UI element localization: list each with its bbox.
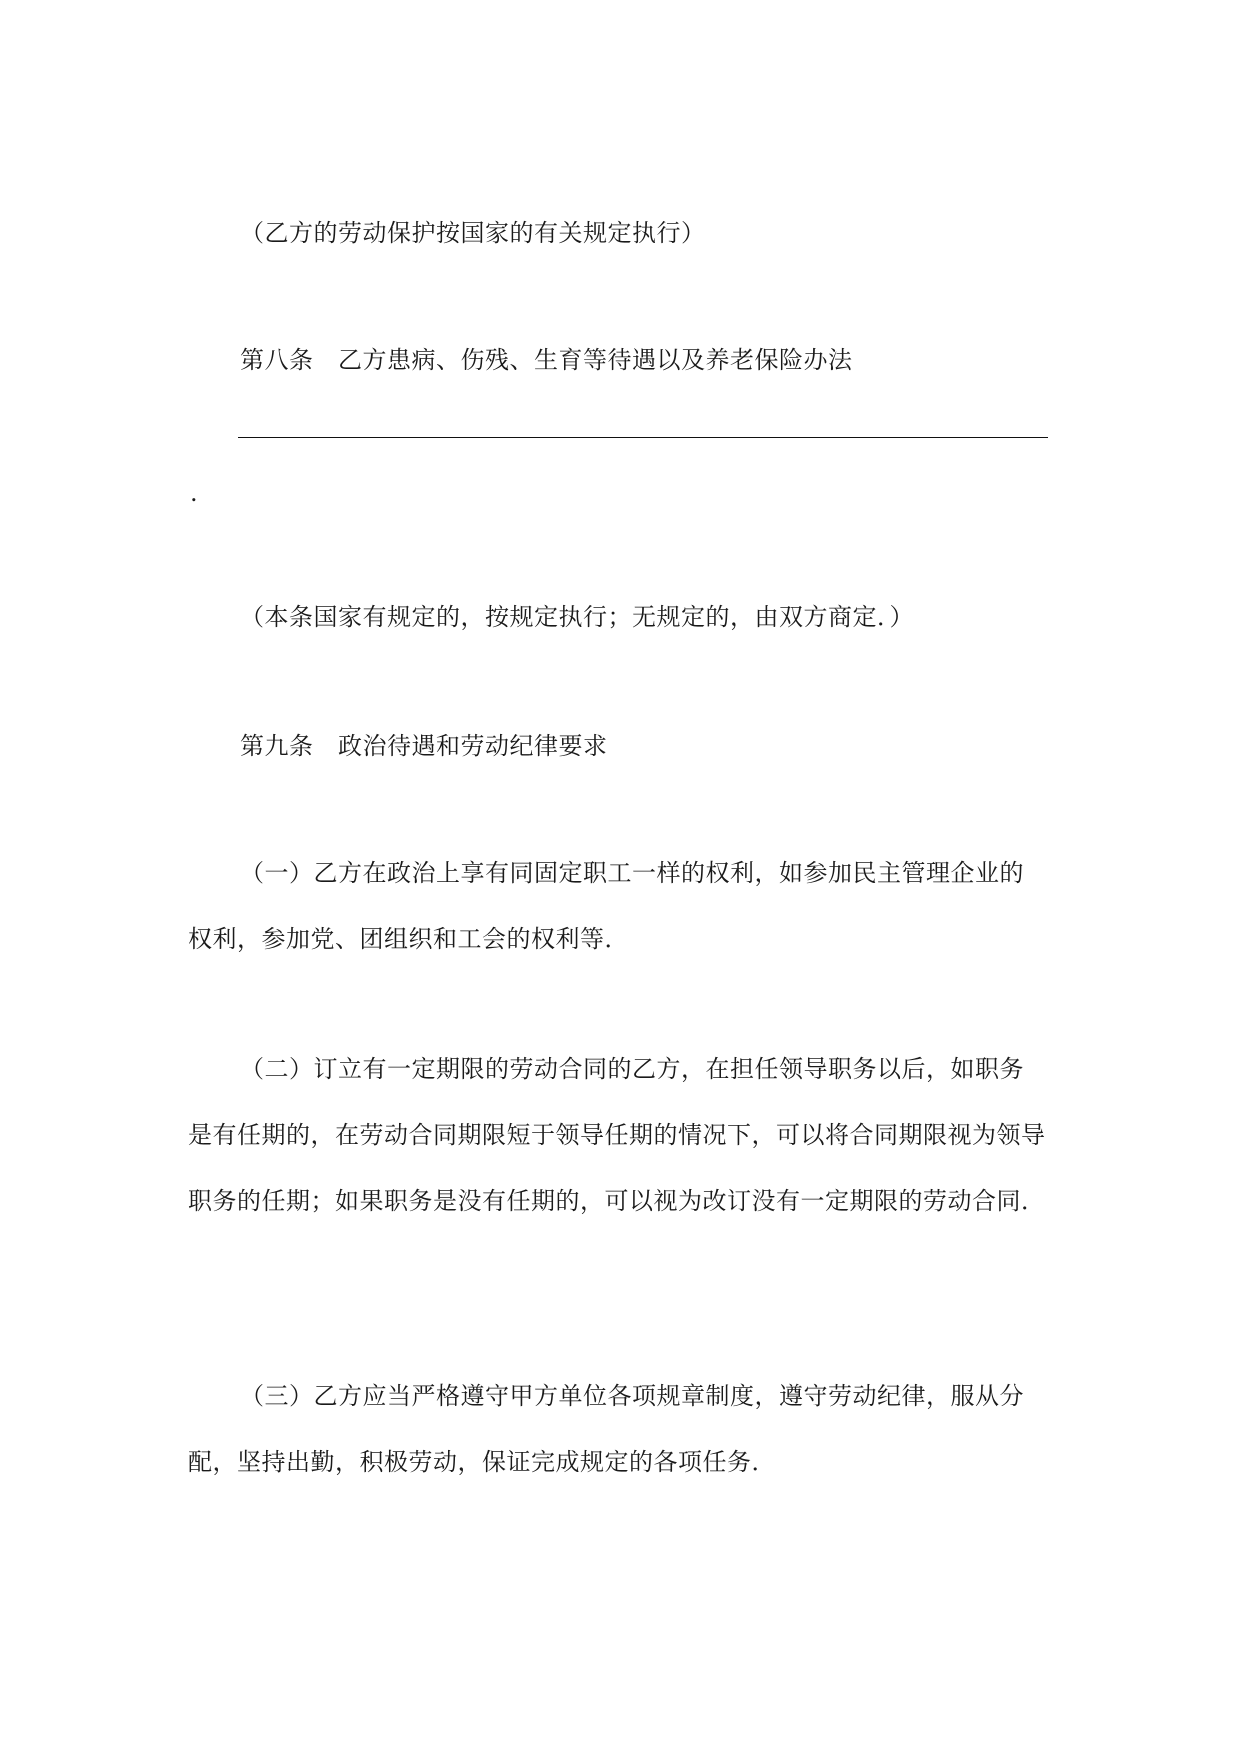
paragraph-clause-1: （一）乙方在政治上享有同固定职工一样的权利，如参加民主管理企业的权利，参加党、团组织和工会的权利等．: [188, 859, 1024, 953]
article-8-heading: 第八条 乙方患病、伤残、生育等待遇以及养老保险办法: [240, 346, 853, 374]
paragraph-labor-protection: （乙方的劳动保护按国家的有关规定执行）: [240, 219, 706, 247]
paragraph-clause-2: （二）订立有一定期限的劳动合同的乙方，在担任领导职务以后，如职务是有任期的，在劳动合同期限短于领导任期的情况下，可以将合同期限视为领导职务的任期；如果职务是没有任期的，可以视为改订没有一定期限的劳动合同．: [188, 1055, 1046, 1215]
blank-terminator: .: [190, 479, 198, 507]
article-9-heading: 第九条 政治待遇和劳动纪律要求: [240, 732, 608, 760]
paragraph-article-8-note: （本条国家有规定的，按规定执行；无规定的，由双方商定．）: [240, 603, 914, 631]
fill-in-blank-line: [238, 437, 1048, 438]
paragraph-clause-3: （三）乙方应当严格遵守甲方单位各项规章制度，遵守劳动纪律，服从分配，坚持出勤，积极劳动，保证完成规定的各项任务．: [188, 1382, 1024, 1476]
